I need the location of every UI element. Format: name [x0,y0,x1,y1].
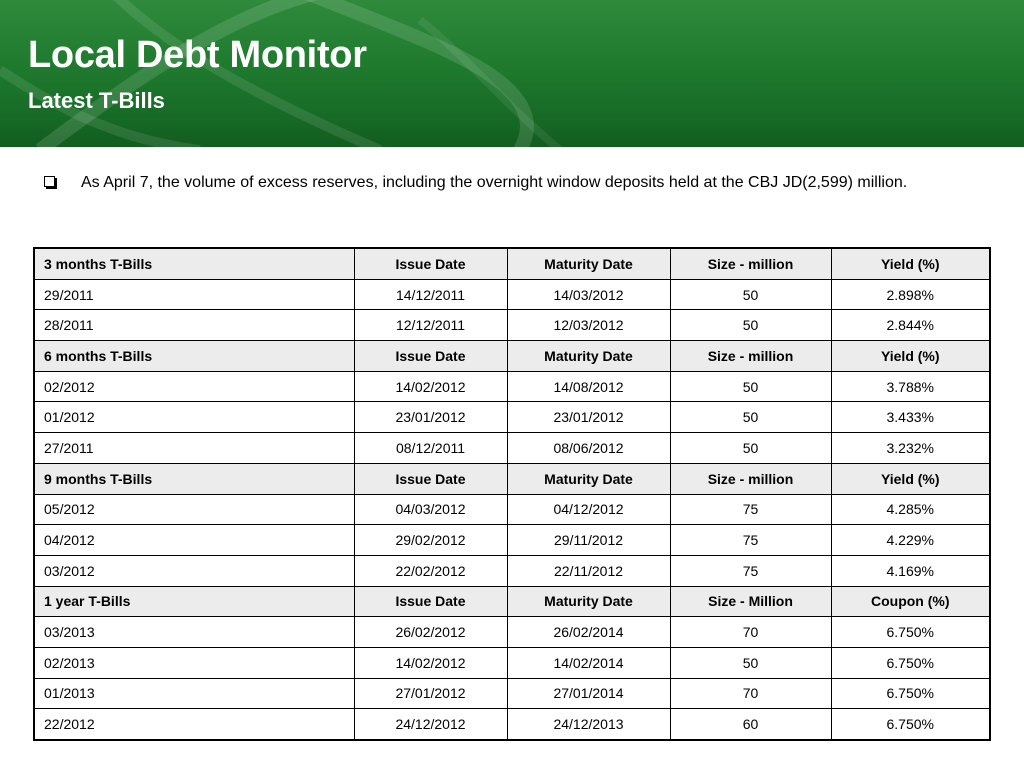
table-cell: 26/02/2014 [507,617,670,648]
table-row [34,371,990,402]
table-cell: 3.232% [831,433,990,464]
column-header: Issue Date [354,341,507,372]
header-banner [0,0,1024,147]
table-cell: 03/2013 [34,617,354,648]
table-cell: 12/12/2011 [354,310,507,341]
table-cell: 60 [670,709,831,740]
table-cell: 75 [670,494,831,525]
table-cell: 23/01/2012 [354,402,507,433]
table-row [34,279,990,310]
column-header: Maturity Date [507,463,670,494]
table-row [34,555,990,586]
table-cell: 6.750% [831,709,990,740]
column-header: Yield (%) [831,463,990,494]
table-row [34,709,990,740]
t-bills-table [33,247,991,741]
table-cell: 02/2012 [34,371,354,402]
table-cell: 50 [670,402,831,433]
table-cell: 50 [670,433,831,464]
table-cell: 27/01/2014 [507,678,670,709]
column-header: Yield (%) [831,248,990,279]
table-cell: 24/12/2013 [507,709,670,740]
table-row [34,310,990,341]
checkbox-bullet-icon [44,176,55,187]
table-cell: 01/2012 [34,402,354,433]
table-cell: 6.750% [831,617,990,648]
bullet-text: As April 7, the volume of excess reserves, including the overnight window deposits held at the CBJ JD(2,599) million. [81,174,908,191]
column-header: Size - million [670,463,831,494]
section-title: 3 months T-Bills [34,248,354,279]
table-cell: 29/11/2012 [507,525,670,556]
page-subtitle: Latest T-Bills [28,88,165,113]
table-cell: 14/08/2012 [507,371,670,402]
table-row [34,647,990,678]
column-header: Size - million [670,248,831,279]
table-cell: 14/02/2014 [507,647,670,678]
column-header: Maturity Date [507,341,670,372]
table-cell: 14/03/2012 [507,279,670,310]
table-cell: 04/03/2012 [354,494,507,525]
table-row [34,678,990,709]
table-row [34,525,990,556]
table-cell: 70 [670,678,831,709]
table-cell: 05/2012 [34,494,354,525]
table-cell: 6.750% [831,647,990,678]
table-cell: 50 [670,310,831,341]
table-cell: 22/02/2012 [354,555,507,586]
table-cell: 22/11/2012 [507,555,670,586]
table-cell: 14/12/2011 [354,279,507,310]
table-cell: 4.285% [831,494,990,525]
column-header: Issue Date [354,248,507,279]
table-cell: 29/2011 [34,279,354,310]
table-cell: 08/06/2012 [507,433,670,464]
table-cell: 04/12/2012 [507,494,670,525]
table-cell: 04/2012 [34,525,354,556]
section-title: 6 months T-Bills [34,341,354,372]
table-cell: 12/03/2012 [507,310,670,341]
table-cell: 14/02/2012 [354,371,507,402]
table-cell: 22/2012 [34,709,354,740]
column-header: Size - million [670,341,831,372]
table-cell: 4.169% [831,555,990,586]
column-header: Yield (%) [831,341,990,372]
page-title: Local Debt Monitor [28,34,367,76]
bullet-point [44,170,984,196]
table-cell: 29/02/2012 [354,525,507,556]
column-header: Issue Date [354,586,507,617]
section-title: 9 months T-Bills [34,463,354,494]
table-cell: 70 [670,617,831,648]
table-cell: 75 [670,555,831,586]
table-row [34,433,990,464]
table-cell: 23/01/2012 [507,402,670,433]
column-header: Coupon (%) [831,586,990,617]
section-header-row [34,248,990,279]
table-row [34,402,990,433]
table-cell: 02/2013 [34,647,354,678]
table-cell: 27/2011 [34,433,354,464]
table-cell: 27/01/2012 [354,678,507,709]
table-cell: 2.844% [831,310,990,341]
table-cell: 08/12/2011 [354,433,507,464]
column-header: Maturity Date [507,586,670,617]
table-cell: 6.750% [831,678,990,709]
table-cell: 14/02/2012 [354,647,507,678]
section-header-row [34,586,990,617]
table-row [34,617,990,648]
table-cell: 75 [670,525,831,556]
table-cell: 24/12/2012 [354,709,507,740]
table-cell: 03/2012 [34,555,354,586]
table-cell: 2.898% [831,279,990,310]
column-header: Size - Million [670,586,831,617]
table-cell: 3.788% [831,371,990,402]
table-cell: 50 [670,371,831,402]
table-cell: 26/02/2012 [354,617,507,648]
table-cell: 4.229% [831,525,990,556]
section-header-row [34,341,990,372]
table-cell: 3.433% [831,402,990,433]
table-cell: 50 [670,279,831,310]
table-row [34,494,990,525]
section-title: 1 year T-Bills [34,586,354,617]
table-cell: 28/2011 [34,310,354,341]
column-header: Maturity Date [507,248,670,279]
table-cell: 01/2013 [34,678,354,709]
column-header: Issue Date [354,463,507,494]
section-header-row [34,463,990,494]
table-cell: 50 [670,647,831,678]
